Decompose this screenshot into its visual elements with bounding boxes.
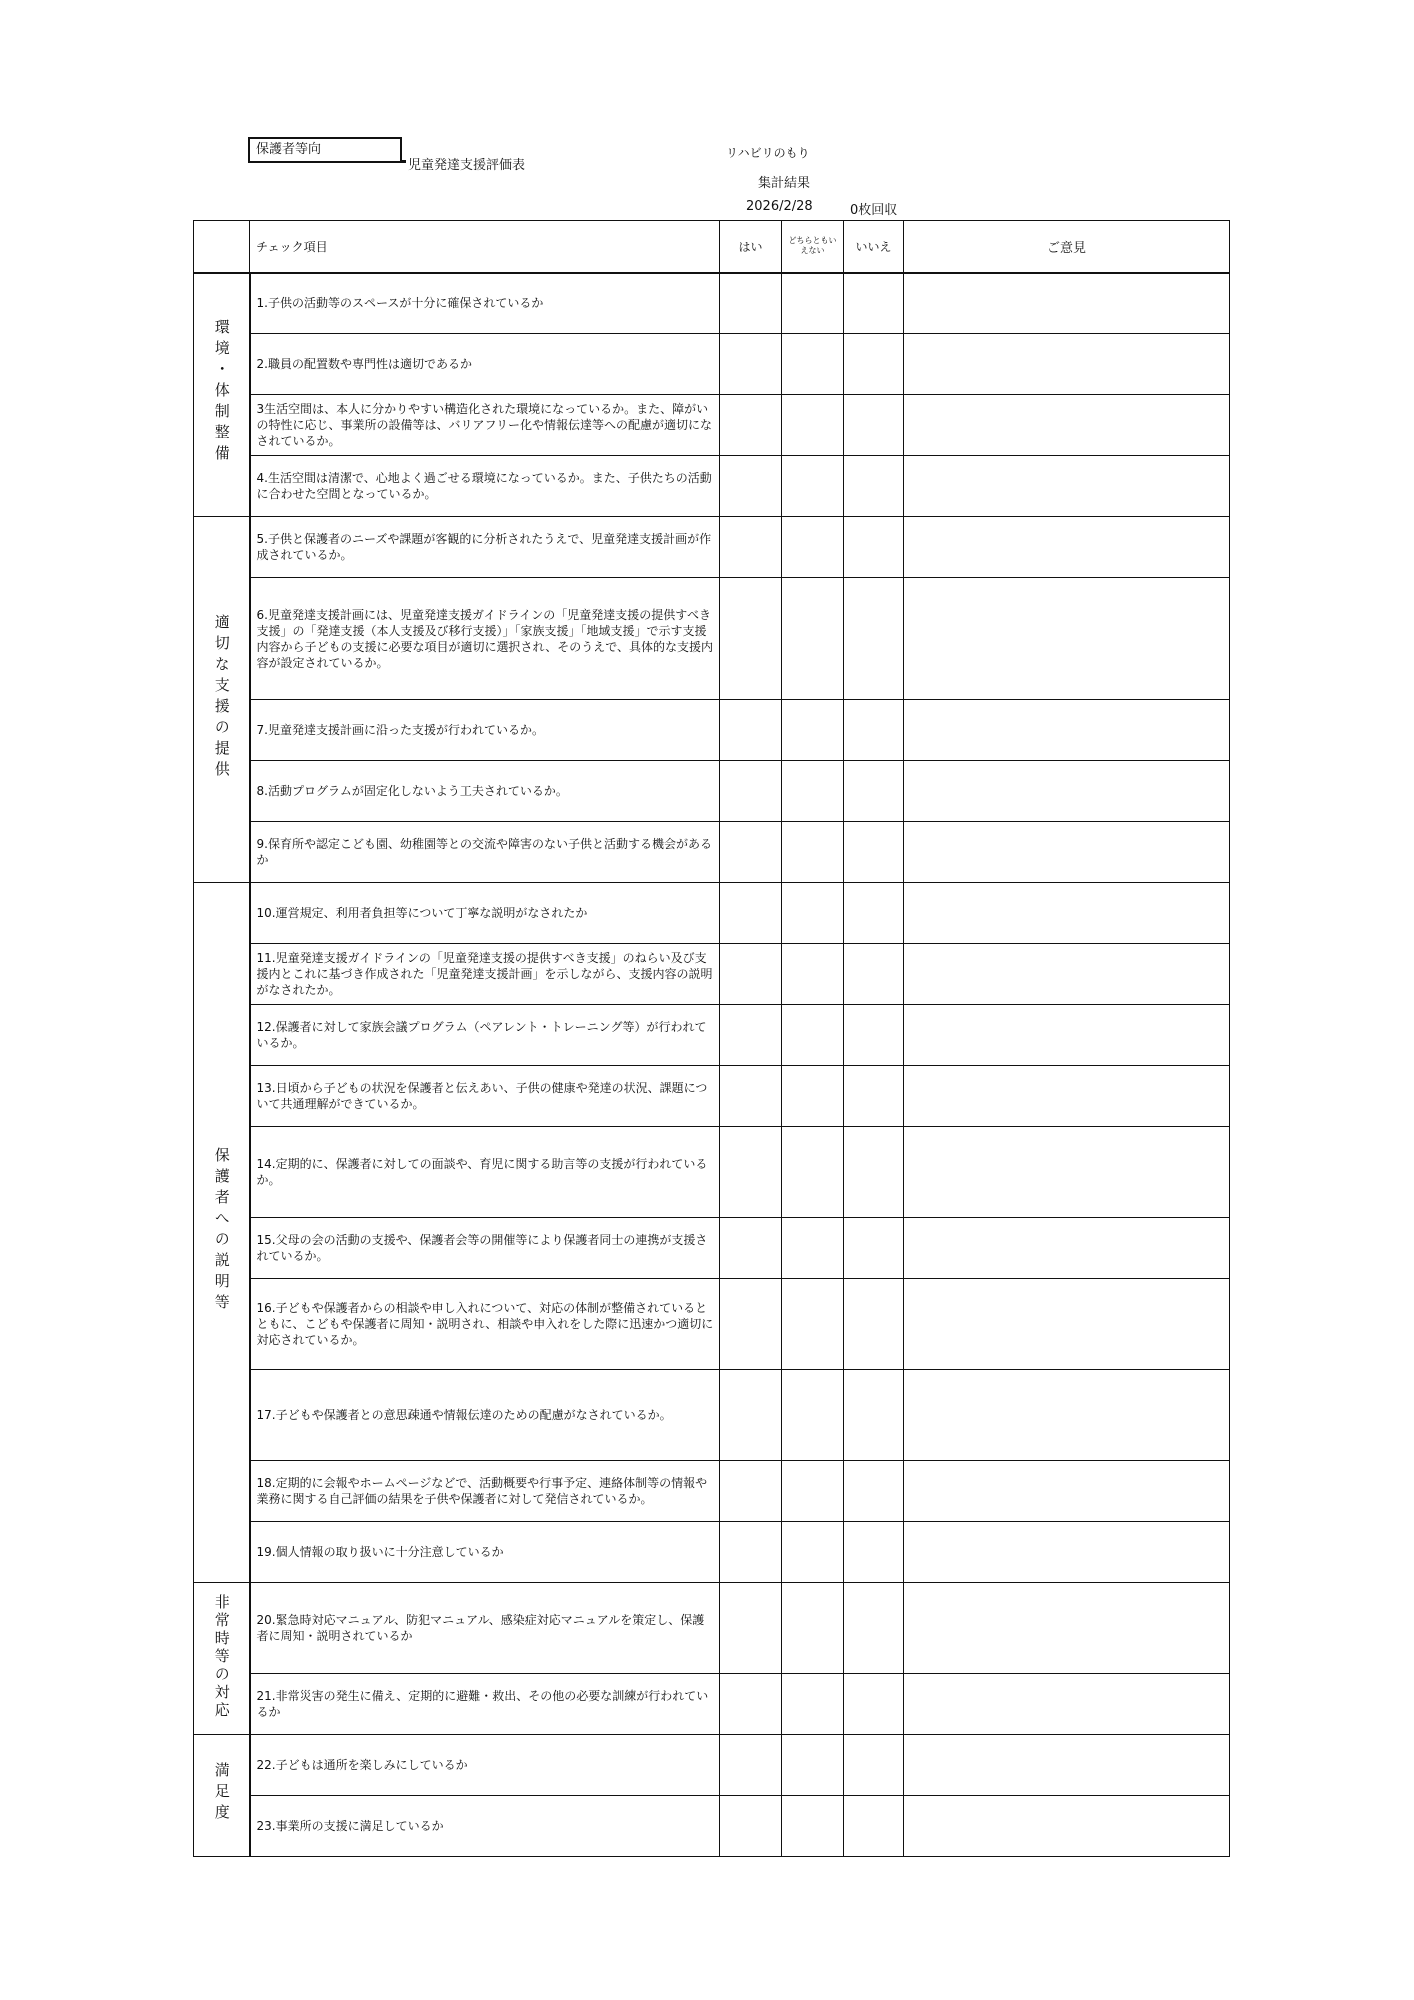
- no-column-header: いいえ: [844, 221, 904, 273]
- check-item-17: 17.子どもや保護者との意思疎通や情報伝達のための配慮がなされているか。: [250, 1370, 720, 1461]
- check-item-20: 20.緊急時対応マニュアル、防犯マニュアル、感染症対応マニュアルを策定し、保護者に周知・説明されているか: [250, 1583, 720, 1674]
- answer-neither-cell[interactable]: [782, 456, 844, 517]
- answer-neither-cell[interactable]: [782, 1127, 844, 1218]
- opinion-cell[interactable]: [904, 700, 1230, 761]
- table-row: [194, 1218, 1230, 1279]
- form-title: 児童発達支援評価表: [408, 158, 526, 173]
- category-explanation: [194, 883, 250, 1583]
- opinion-cell[interactable]: [904, 822, 1230, 883]
- opinion-cell[interactable]: [904, 1461, 1230, 1522]
- check-item-4: 4.生活空間は清潔で、心地よく過ごせる環境になっているか。また、子供たちの活動に合わせた空間となっているか。: [250, 456, 720, 517]
- table-row: [194, 1279, 1230, 1370]
- table-row: [194, 944, 1230, 1005]
- answer-neither-cell[interactable]: [782, 1005, 844, 1066]
- neither-column-header: [782, 221, 844, 273]
- check-item-5: 5.子供と保護者のニーズや課題が客観的に分析されたうえで、児童発達支援計画が作成されているか。: [250, 517, 720, 578]
- audience-tag: 保護者等向: [248, 137, 402, 163]
- answer-no-cell[interactable]: [844, 1522, 904, 1583]
- answer-neither-cell[interactable]: [782, 1735, 844, 1796]
- answer-neither-cell[interactable]: [782, 822, 844, 883]
- category-label: 非常時等の対応: [212, 1593, 231, 1720]
- check-item-6: 6.児童発達支援計画には、児童発達支援ガイドラインの「児童発達支援の提供すべき支援」の「発達支援（本人支援及び移行支援）」「家族支援」「地域支援」で示す支援内容から子どもの支援に必要な項目が適切に選択され、そのうえで、具体的な支援内容が設定されているか。: [250, 578, 720, 700]
- table-row: [194, 822, 1230, 883]
- answer-yes-cell[interactable]: [720, 1370, 782, 1461]
- neither-header-line1: どちらともい: [788, 236, 837, 246]
- opinion-cell[interactable]: [904, 1522, 1230, 1583]
- opinion-cell[interactable]: [904, 1674, 1230, 1735]
- opinion-cell[interactable]: [904, 273, 1230, 334]
- answer-no-cell[interactable]: [844, 578, 904, 700]
- answer-yes-cell[interactable]: [720, 700, 782, 761]
- opinion-cell[interactable]: [904, 944, 1230, 1005]
- check-item-10: 10.運営規定、利用者負担等について丁寧な説明がなされたか: [250, 883, 720, 944]
- answer-yes-cell[interactable]: [720, 1279, 782, 1370]
- answer-yes-cell[interactable]: [720, 273, 782, 334]
- answer-neither-cell[interactable]: [782, 883, 844, 944]
- check-item-12: 12.保護者に対して家族会議プログラム（ペアレント・トレーニング等）が行われているか。: [250, 1005, 720, 1066]
- check-item-22: 22.子どもは通所を楽しみにしているか: [250, 1735, 720, 1796]
- answer-neither-cell[interactable]: [782, 1583, 844, 1674]
- answer-neither-cell[interactable]: [782, 1522, 844, 1583]
- response-count: 0枚回収: [850, 203, 898, 218]
- answer-no-cell[interactable]: [844, 1279, 904, 1370]
- answer-yes-cell[interactable]: [720, 395, 782, 456]
- answer-no-cell[interactable]: [844, 1005, 904, 1066]
- answer-yes-cell[interactable]: [720, 1583, 782, 1674]
- answer-no-cell[interactable]: [844, 1583, 904, 1674]
- column-header-row: [194, 221, 1230, 273]
- table-row: [194, 761, 1230, 822]
- check-item-14: 14.定期的に、保護者に対しての面談や、育児に関する助言等の支援が行われているか。: [250, 1127, 720, 1218]
- answer-neither-cell[interactable]: [782, 1218, 844, 1279]
- opinion-cell[interactable]: [904, 334, 1230, 395]
- table-row: [194, 700, 1230, 761]
- answer-yes-cell[interactable]: [720, 1066, 782, 1127]
- opinion-cell[interactable]: [904, 1735, 1230, 1796]
- check-item-23: 23.事業所の支援に満足しているか: [250, 1796, 720, 1857]
- summary-label: 集計結果: [758, 176, 811, 191]
- answer-no-cell[interactable]: [844, 1370, 904, 1461]
- answer-no-cell[interactable]: [844, 456, 904, 517]
- opinion-cell[interactable]: [904, 1218, 1230, 1279]
- facility-name: リハビリのもり: [726, 146, 810, 160]
- check-item-3: 3生活空間は、本人に分かりやすい構造化された環境になっているか。また、障がいの特性に応じ、事業所の設備等は、バリアフリー化や情報伝達等への配慮が適切になされているか。: [250, 395, 720, 456]
- opinion-cell[interactable]: [904, 1005, 1230, 1066]
- answer-neither-cell[interactable]: [782, 273, 844, 334]
- answer-no-cell[interactable]: [844, 761, 904, 822]
- answer-no-cell[interactable]: [844, 944, 904, 1005]
- opinion-cell[interactable]: [904, 395, 1230, 456]
- yes-column-header: はい: [720, 221, 782, 273]
- answer-no-cell[interactable]: [844, 1461, 904, 1522]
- answer-neither-cell[interactable]: [782, 334, 844, 395]
- answer-yes-cell[interactable]: [720, 517, 782, 578]
- table-row: [194, 334, 1230, 395]
- table-row: [194, 1522, 1230, 1583]
- tag-underline: [402, 160, 406, 163]
- answer-no-cell[interactable]: [844, 1735, 904, 1796]
- answer-no-cell[interactable]: [844, 1796, 904, 1857]
- evaluation-table: [193, 220, 1230, 1857]
- table-row: [194, 1005, 1230, 1066]
- check-item-16: 16.子どもや保護者からの相談や申し入れについて、対応の体制が整備されているとともに、こどもや保護者に周知・説明され、相談や申入れをした際に迅速かつ適切に対応されているか。: [250, 1279, 720, 1370]
- answer-no-cell[interactable]: [844, 517, 904, 578]
- answer-yes-cell[interactable]: [720, 822, 782, 883]
- opinion-cell[interactable]: [904, 1066, 1230, 1127]
- answer-neither-cell[interactable]: [782, 1674, 844, 1735]
- opinion-column-header: ご意見: [904, 221, 1230, 273]
- answer-yes-cell[interactable]: [720, 883, 782, 944]
- check-item-13: 13.日頃から子どもの状況を保護者と伝えあい、子供の健康や発達の状況、課題について共通理解ができているか。: [250, 1066, 720, 1127]
- survey-date: 2026/2/28: [746, 199, 813, 214]
- answer-neither-cell[interactable]: [782, 578, 844, 700]
- check-item-11: 11.児童発達支援ガイドラインの「児童発達支援の提供すべき支援」のねらい及び支援内とこれに基づき作成された「児童発達支援計画」を示しながら、支援内容の説明がなされたか。: [250, 944, 720, 1005]
- check-item-19: 19.個人情報の取り扱いに十分注意しているか: [250, 1522, 720, 1583]
- answer-yes-cell[interactable]: [720, 334, 782, 395]
- table-row: [194, 1127, 1230, 1218]
- answer-no-cell[interactable]: [844, 273, 904, 334]
- category-label: 満足度: [212, 1762, 231, 1825]
- answer-neither-cell[interactable]: [782, 1279, 844, 1370]
- category-label: 環境・体制整備: [212, 319, 231, 467]
- answer-neither-cell[interactable]: [782, 1066, 844, 1127]
- table-row: [194, 517, 1230, 578]
- answer-yes-cell[interactable]: [720, 944, 782, 1005]
- category-header-cell: [194, 221, 250, 273]
- answer-yes-cell[interactable]: [720, 1796, 782, 1857]
- answer-no-cell[interactable]: [844, 700, 904, 761]
- table-row: [194, 273, 1230, 334]
- answer-no-cell[interactable]: [844, 334, 904, 395]
- table-row: [194, 395, 1230, 456]
- check-item-2: 2.職員の配置数や専門性は適切であるか: [250, 334, 720, 395]
- answer-yes-cell[interactable]: [720, 1735, 782, 1796]
- answer-neither-cell[interactable]: [782, 395, 844, 456]
- answer-neither-cell[interactable]: [782, 1796, 844, 1857]
- table-row: [194, 1735, 1230, 1796]
- answer-neither-cell[interactable]: [782, 700, 844, 761]
- check-item-7: 7.児童発達支援計画に沿った支援が行われているか。: [250, 700, 720, 761]
- answer-no-cell[interactable]: [844, 1674, 904, 1735]
- opinion-cell[interactable]: [904, 578, 1230, 700]
- answer-no-cell[interactable]: [844, 883, 904, 944]
- answer-yes-cell[interactable]: [720, 1005, 782, 1066]
- category-support: [194, 517, 250, 883]
- check-item-8: 8.活動プログラムが固定化しないよう工夫されているか。: [250, 761, 720, 822]
- table-row: [194, 456, 1230, 517]
- answer-yes-cell[interactable]: [720, 1461, 782, 1522]
- check-item-15: 15.父母の会の活動の支援や、保護者会等の開催等により保護者同士の連携が支援されているか。: [250, 1218, 720, 1279]
- table-row: [194, 1066, 1230, 1127]
- check-item-1: 1.子供の活動等のスペースが十分に確保されているか: [250, 273, 720, 334]
- answer-yes-cell[interactable]: [720, 1674, 782, 1735]
- opinion-cell[interactable]: [904, 456, 1230, 517]
- opinion-cell[interactable]: [904, 1796, 1230, 1857]
- opinion-cell[interactable]: [904, 883, 1230, 944]
- answer-no-cell[interactable]: [844, 1218, 904, 1279]
- answer-neither-cell[interactable]: [782, 761, 844, 822]
- check-item-9: 9.保育所や認定こども園、幼稚園等との交流や障害のない子供と活動する機会があるか: [250, 822, 720, 883]
- table-row: [194, 1796, 1230, 1857]
- category-label: 保護者への説明等: [212, 1146, 231, 1315]
- answer-neither-cell[interactable]: [782, 1461, 844, 1522]
- answer-no-cell[interactable]: [844, 822, 904, 883]
- table-row: [194, 1461, 1230, 1522]
- opinion-cell[interactable]: [904, 1279, 1230, 1370]
- category-emergency: [194, 1583, 250, 1735]
- answer-no-cell[interactable]: [844, 1127, 904, 1218]
- check-item-21: 21.非常災害の発生に備え、定期的に避難・救出、その他の必要な訓練が行われているか: [250, 1674, 720, 1735]
- check-item-18: 18.定期的に会報やホームページなどで、活動概要や行事予定、連絡体制等の情報や業務に関する自己評価の結果を子供や保護者に対して発信されているか。: [250, 1461, 720, 1522]
- table-row: [194, 578, 1230, 700]
- opinion-cell[interactable]: [904, 517, 1230, 578]
- category-label: 適切な支援の提供: [212, 613, 231, 782]
- answer-yes-cell[interactable]: [720, 456, 782, 517]
- answer-yes-cell[interactable]: [720, 761, 782, 822]
- answer-no-cell[interactable]: [844, 1066, 904, 1127]
- opinion-cell[interactable]: [904, 1370, 1230, 1461]
- answer-yes-cell[interactable]: [720, 1127, 782, 1218]
- answer-no-cell[interactable]: [844, 395, 904, 456]
- category-satisfaction: [194, 1735, 250, 1857]
- item-column-header: チェック項目: [250, 221, 720, 273]
- answer-neither-cell[interactable]: [782, 944, 844, 1005]
- table-row: [194, 1583, 1230, 1674]
- category-environment: [194, 273, 250, 517]
- neither-header-line2: えない: [800, 246, 825, 256]
- answer-yes-cell[interactable]: [720, 1218, 782, 1279]
- opinion-cell[interactable]: [904, 1583, 1230, 1674]
- answer-neither-cell[interactable]: [782, 517, 844, 578]
- table-row: [194, 883, 1230, 944]
- answer-yes-cell[interactable]: [720, 1522, 782, 1583]
- answer-neither-cell[interactable]: [782, 1370, 844, 1461]
- table-row: [194, 1370, 1230, 1461]
- table-row: [194, 1674, 1230, 1735]
- opinion-cell[interactable]: [904, 761, 1230, 822]
- opinion-cell[interactable]: [904, 1127, 1230, 1218]
- answer-yes-cell[interactable]: [720, 578, 782, 700]
